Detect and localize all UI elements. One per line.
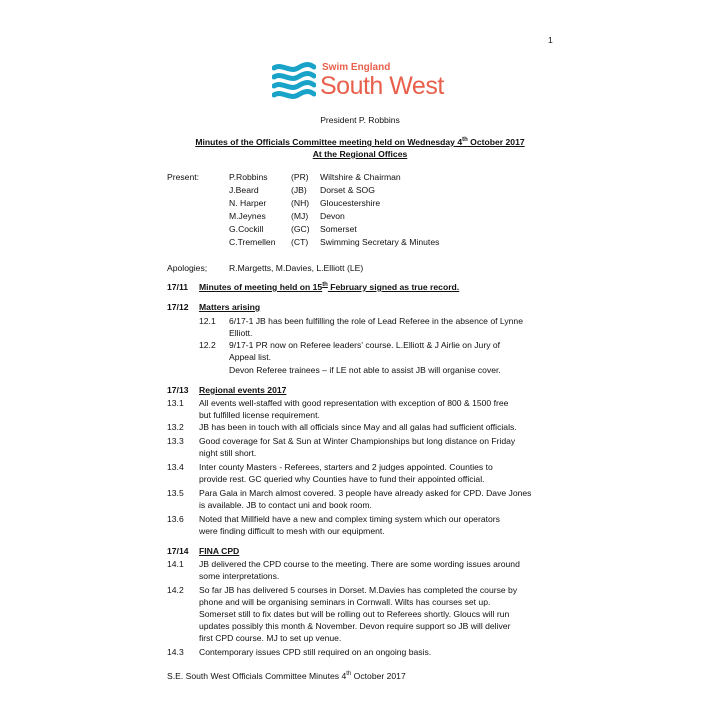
present-name: P.Robbins [229, 172, 268, 182]
item-number: 13.6 [167, 514, 184, 524]
page-number: 1 [548, 35, 553, 45]
section-heading: Matters arising [199, 302, 261, 312]
item-number: 13.4 [167, 462, 184, 472]
minutes-title [0, 136, 720, 148]
present-name: N. Harper [229, 198, 267, 208]
item-line: Contemporary issues CPD still required on an ongoing basis. [199, 647, 432, 657]
apologies-label: Apologies; [167, 263, 208, 273]
item-line: Somerset still to fix dates but will be rolling out to Referees shortly. Gloucs will run [199, 609, 510, 619]
minutes-subtitle: At the Regional Offices [312, 149, 408, 159]
footer-text: S.E. South West Officials Committee Minutes 4 [167, 671, 347, 681]
president-line: President P. Robbins [320, 115, 400, 125]
item-line: 6/17-1 JB has been fulfilling the role of Lead Referee in the absence of Lynne [229, 316, 523, 326]
present-name: J.Beard [229, 185, 259, 195]
present-role: Devon [320, 211, 345, 221]
present-code: (PR) [291, 172, 309, 182]
title-sup: th [462, 137, 468, 143]
section-heading: Regional events 2017 [199, 385, 287, 395]
present-code: (CT) [291, 237, 309, 247]
title-date: October 2017 [467, 137, 525, 147]
footer-date: October 2017 [351, 671, 406, 681]
present-code: (MJ) [291, 211, 309, 221]
present-name: G.Cockill [229, 224, 264, 234]
logo-large-text: South West [320, 72, 444, 100]
present-name: C.Tremellen [229, 237, 276, 247]
section-heading [199, 281, 459, 293]
item-number: 12.1 [199, 316, 216, 326]
item-number: 13.3 [167, 436, 184, 446]
item-line: Elliott. [229, 328, 253, 338]
item-line: some interpretations. [199, 571, 280, 581]
present-name: M.Jeynes [229, 211, 266, 221]
item-line: first CPD course. MJ to set up venue. [199, 633, 342, 643]
footer-sup: th [346, 671, 352, 677]
item-line: is available. JB to contact uni and book room. [199, 500, 372, 510]
item-line: updates possibly this month & November. Devon require support so JB will deliver [199, 621, 511, 631]
item-line: Noted that Millfield have a new and complex timing system which our operators [199, 514, 500, 524]
item-number: 14.1 [167, 559, 184, 569]
title-text: Minutes of the Officials Committee meeting held on Wednesday 4 [195, 137, 463, 147]
item-line: Devon Referee trainees – if LE not able to assist JB will organise cover. [229, 365, 501, 375]
present-role: Dorset & SOG [320, 185, 375, 195]
swim-england-logo [272, 62, 452, 102]
item-number: 13.1 [167, 398, 184, 408]
item-line: provide rest. GC queried why Counties have to fund their appointed official. [199, 474, 485, 484]
item-number: 12.2 [199, 340, 216, 350]
section-number: 17/12 [167, 302, 189, 312]
section-heading-text: Minutes of meeting held on 15 [199, 282, 323, 292]
item-line: were finding difficult to mesh with our equipment. [199, 526, 385, 536]
item-line: Good coverage for Sat & Sun at Winter Championships but long distance on Friday [199, 436, 516, 446]
section-heading-sup: th [322, 282, 328, 288]
item-line: 9/17-1 PR now on Referee leaders' course. L.Elliott & J Airlie on Jury of [229, 340, 501, 350]
present-code: (NH) [291, 198, 310, 208]
item-line: Appeal list. [229, 352, 272, 362]
present-label: Present: [167, 172, 200, 182]
present-role: Somerset [320, 224, 357, 234]
present-role: Swimming Secretary & Minutes [320, 237, 440, 247]
item-number: 14.3 [167, 647, 184, 657]
page-footer [167, 670, 406, 682]
section-number: 17/14 [167, 546, 189, 556]
logo-small-text: Swim England [322, 62, 391, 73]
item-line: night still short. [199, 448, 257, 458]
item-number: 13.2 [167, 422, 184, 432]
section-number: 17/13 [167, 385, 189, 395]
item-line: So far JB has delivered 5 courses in Dorset. M.Davies has completed the course by [199, 585, 518, 595]
item-line: phone and will be organising seminars in Cornwall. Wilts has courses set up. [199, 597, 491, 607]
wave-logo-icon [272, 62, 316, 100]
apologies-text: R.Margetts, M.Davies, L.Elliott (LE) [229, 263, 364, 273]
section-number: 17/11 [167, 282, 189, 292]
section-heading: FINA CPD [199, 546, 240, 556]
present-code: (GC) [291, 224, 310, 234]
item-line: JB has been in touch with all officials since May and all galas had sufficient officials. [199, 422, 517, 432]
item-number: 14.2 [167, 585, 184, 595]
item-line: Inter county Masters - Referees, starters and 2 judges appointed. Counties to [199, 462, 493, 472]
item-line: JB delivered the CPD course to the meeting. There are some wording issues around [199, 559, 520, 569]
item-line: but fulfilled license requirement. [199, 410, 320, 420]
item-line: All events well-staffed with good representation with exception of 800 & 1500 free [199, 398, 509, 408]
present-role: Wiltshire & Chairman [320, 172, 401, 182]
present-role: Gloucestershire [320, 198, 381, 208]
present-code: (JB) [291, 185, 307, 195]
item-number: 13.5 [167, 488, 184, 498]
section-heading-tail: February signed as true record. [327, 282, 460, 292]
item-line: Para Gala in March almost covered. 3 people have already asked for CPD. Dave Jones [199, 488, 532, 498]
